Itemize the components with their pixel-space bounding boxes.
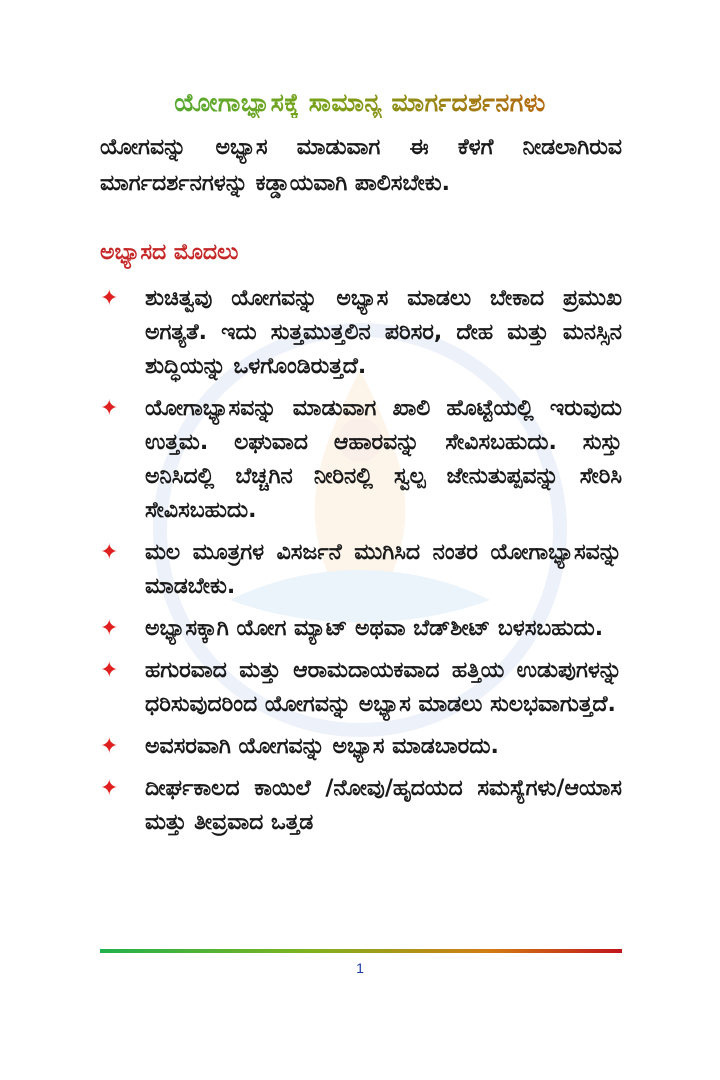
list-item-text: ಮಲ ಮೂತ್ರಗಳ ವಿಸರ್ಜನೆ ಮುಗಿಸಿದ ನಂತರ ಯೋಗಾಭ್ಯಾಸವನ್ನು ಮಾಡಬೇಕು. bbox=[145, 540, 622, 599]
list-item-text: ಅಭ್ಯಾಸಕ್ಕಾಗಿ ಯೋಗ ಮ್ಯಾಟ್ ಅಥವಾ ಬೆಡ್‌ಶೀಟ್ ಬಳಸಬಹುದು. bbox=[145, 616, 604, 641]
star-bullet-icon: ✦ bbox=[100, 616, 119, 641]
star-bullet-icon: ✦ bbox=[100, 396, 119, 421]
list-item bbox=[100, 654, 622, 722]
guideline-list bbox=[100, 282, 622, 848]
list-item bbox=[100, 772, 622, 840]
list-item bbox=[100, 612, 622, 646]
page-number: 1 bbox=[356, 960, 364, 976]
list-item-text: ಶುಚಿತ್ವವು ಯೋಗವನ್ನು ಅಭ್ಯಾಸ ಮಾಡಲು ಬೇಕಾದ ಪ್ರಮುಖ ಅಗತ್ಯತೆ. ಇದು ಸುತ್ತಮುತ್ತಲಿನ ಪರಿಸರ, ದೇಹ ಮತ್ತು ಮನಸ್ಸಿನ ಶುದ್ಧಿಯನ್ನು ಒಳಗೊಂಡಿರುತ್ತದೆ. bbox=[145, 286, 622, 379]
star-bullet-icon: ✦ bbox=[100, 734, 119, 759]
star-bullet-icon: ✦ bbox=[100, 776, 119, 801]
list-item bbox=[100, 536, 622, 604]
list-item bbox=[100, 392, 622, 528]
list-item-text: ಅವಸರವಾಗಿ ಯೋಗವನ್ನು ಅಭ್ಯಾಸ ಮಾಡಬಾರದು. bbox=[145, 734, 499, 759]
list-item bbox=[100, 730, 622, 764]
footer-divider bbox=[100, 949, 622, 953]
star-bullet-icon: ✦ bbox=[100, 286, 119, 311]
list-item-text: ಯೋಗಾಭ್ಯಾಸವನ್ನು ಮಾಡುವಾಗ ಖಾಲಿ ಹೊಟ್ಟೆಯಲ್ಲಿ ಇರುವುದು ಉತ್ತಮ. ಲಘುವಾದ ಆಹಾರವನ್ನು ಸೇವಿಸಬಹುದು. ಸುಸ್ತು ಅನಿಸಿದಲ್ಲಿ ಬೆಚ್ಚಗಿನ ನೀರಿನಲ್ಲಿ ಸ್ವಲ್ಪ ಜೇನುತುಪ್ಪವನ್ನು ಸೇರಿಸಿ ಸೇವಿಸಬಹುದು. bbox=[145, 396, 622, 523]
star-bullet-icon: ✦ bbox=[100, 540, 119, 565]
list-item-text: ದೀರ್ಘಕಾಲದ ಕಾಯಿಲೆ /ನೋವು/ಹೃದಯದ ಸಮಸ್ಯೆಗಳು/ಆಯಾಸ ಮತ್ತು ತೀವ್ರವಾದ ಒತ್ತಡ bbox=[145, 776, 622, 835]
intro-paragraph: ಯೋಗವನ್ನು ಅಭ್ಯಾಸ ಮಾಡುವಾಗ ಈ ಕೆಳಗೆ ನೀಡಲಾಗಿರುವ ಮಾರ್ಗದರ್ಶನಗಳನ್ನು ಕಡ್ಡಾಯವಾಗಿ ಪಾಲಿಸಬೇಕು. bbox=[100, 135, 622, 196]
star-bullet-icon: ✦ bbox=[100, 658, 119, 683]
list-item-text: ಹಗುರವಾದ ಮತ್ತು ಆರಾಮದಾಯಕವಾದ ಹತ್ತಿಯ ಉಡುಪುಗಳನ್ನು ಧರಿಸುವುದರಿಂದ ಯೋಗವನ್ನು ಅಭ್ಯಾಸ ಮಾಡಲು ಸುಲಭವಾಗುತ್ತದೆ. bbox=[145, 658, 622, 717]
list-item bbox=[100, 282, 622, 384]
section-heading: ಅಭ್ಯಾಸದ ಮೊದಲು bbox=[100, 240, 239, 265]
page-title: ಯೋಗಾಭ್ಯಾಸಕ್ಕೆ ಸಾಮಾನ್ಯ ಮಾರ್ಗದರ್ಶನಗಳು bbox=[0, 88, 720, 118]
